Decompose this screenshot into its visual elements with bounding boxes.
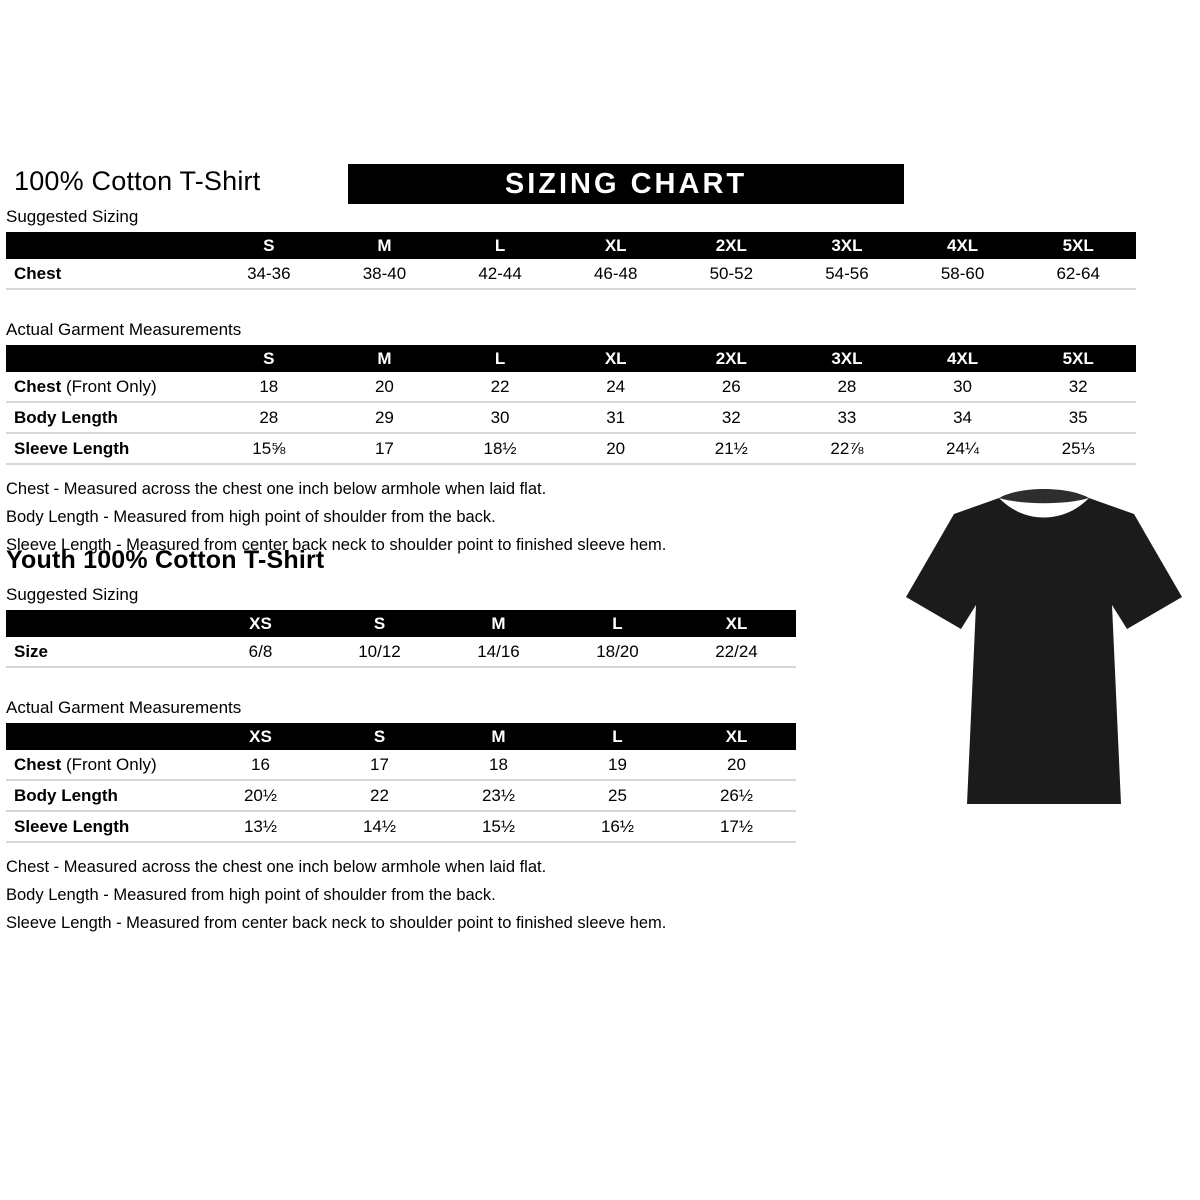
measurement-cell: 42-44 bbox=[478, 263, 522, 283]
measurement-cell: 18½ bbox=[483, 438, 517, 458]
measurement-cell: 26 bbox=[721, 376, 741, 396]
note-sleeve-length: Sleeve Length - Measured from center back neck to shoulder point to finished sleeve hem. bbox=[6, 536, 667, 554]
measurement-cell: 26½ bbox=[719, 785, 754, 805]
measurement-cell: 10/12 bbox=[358, 641, 401, 661]
measurement-cell: 16 bbox=[251, 754, 270, 774]
measurement-cell: 31 bbox=[606, 407, 626, 427]
size-column-header: M bbox=[377, 348, 392, 368]
measurement-cell: 33 bbox=[837, 407, 857, 427]
table-row bbox=[6, 403, 1136, 434]
measurement-cell: 38-40 bbox=[362, 263, 407, 283]
measurement-cell: 30 bbox=[490, 407, 510, 427]
size-column-header: 4XL bbox=[946, 235, 979, 255]
size-column-header: 5XL bbox=[1062, 348, 1094, 368]
measurement-cell: 6/8 bbox=[248, 641, 273, 661]
youth-actual-measurements-label: Actual Garment Measurements bbox=[6, 698, 242, 717]
measurement-cell: 62-64 bbox=[1056, 263, 1100, 283]
measurement-cell: 21½ bbox=[714, 438, 748, 458]
note-chest: Chest - Measured across the chest one inch below armhole when laid flat. bbox=[6, 480, 547, 498]
row-label: Sleeve Length bbox=[14, 816, 130, 836]
size-column-header: L bbox=[612, 726, 623, 746]
measurement-cell: 20 bbox=[606, 438, 626, 458]
note-chest: Chest - Measured across the chest one inch below armhole when laid flat. bbox=[6, 858, 547, 876]
row-label: Chest bbox=[14, 263, 62, 283]
table-header-row bbox=[6, 345, 1136, 372]
measurement-cell: 17 bbox=[370, 754, 389, 774]
measurement-cell: 30 bbox=[953, 376, 973, 396]
size-column-header: 4XL bbox=[946, 348, 979, 368]
measurement-cell: 14/16 bbox=[477, 641, 520, 661]
measurement-cell: 17½ bbox=[719, 816, 754, 836]
measurement-cell: 22 bbox=[490, 376, 510, 396]
note-sleeve-length: Sleeve Length - Measured from center back neck to shoulder point to finished sleeve hem. bbox=[6, 914, 667, 932]
youth-title: Youth 100% Cotton T-Shirt bbox=[6, 546, 325, 574]
measurement-cell: 46-48 bbox=[593, 263, 638, 283]
table-header-row bbox=[6, 610, 796, 637]
size-column-header: XL bbox=[604, 348, 627, 368]
note-body-length: Body Length - Measured from high point of shoulder from the back. bbox=[6, 508, 496, 526]
measurement-cell: 28 bbox=[837, 376, 857, 396]
actual-measurements-label: Actual Garment Measurements bbox=[6, 320, 242, 339]
measurement-cell: 35 bbox=[1068, 407, 1088, 427]
youth-sizing-section bbox=[6, 546, 796, 937]
measurement-cell: 24 bbox=[606, 376, 626, 396]
measurement-cell: 22 bbox=[370, 785, 389, 805]
measurement-cell: 15½ bbox=[481, 816, 516, 836]
measurement-cell: 13½ bbox=[243, 816, 278, 836]
youth-suggested-sizing-table bbox=[6, 610, 796, 668]
size-column-header: XS bbox=[249, 613, 272, 633]
adult-suggested-sizing-table bbox=[6, 232, 1136, 290]
measurement-cell: 50-52 bbox=[709, 263, 754, 283]
row-label: Size bbox=[14, 641, 49, 661]
row-label: Chest (Front Only) bbox=[14, 754, 157, 774]
row-label: Body Length bbox=[14, 785, 118, 805]
size-column-header: XL bbox=[725, 613, 748, 633]
measurement-cell: 18 bbox=[259, 376, 279, 396]
size-column-header: XL bbox=[604, 235, 627, 255]
table-row bbox=[6, 637, 796, 668]
measurement-cell: 20 bbox=[727, 754, 746, 774]
table-row bbox=[6, 812, 796, 843]
measurement-cell: 25 bbox=[608, 785, 627, 805]
size-column-header: 2XL bbox=[715, 348, 747, 368]
measurement-cell: 16½ bbox=[600, 816, 635, 836]
table-header-row bbox=[6, 232, 1136, 259]
measurement-cell: 18 bbox=[489, 754, 508, 774]
measurement-cell: 15⅝ bbox=[252, 438, 286, 458]
size-column-header: 5XL bbox=[1062, 235, 1094, 255]
measurement-cell: 14½ bbox=[362, 816, 397, 836]
size-column-header: 3XL bbox=[831, 235, 863, 255]
sizing-chart-banner: SIZING CHART bbox=[348, 164, 904, 204]
measurement-cell: 20½ bbox=[243, 785, 278, 805]
measurement-cell: 24¼ bbox=[946, 438, 980, 458]
note-body-length: Body Length - Measured from high point of shoulder from the back. bbox=[6, 886, 496, 904]
measurement-cell: 17 bbox=[374, 438, 394, 458]
size-column-header: S bbox=[373, 613, 386, 633]
size-column-header: S bbox=[263, 235, 275, 255]
measurement-cell: 32 bbox=[1068, 376, 1088, 396]
size-column-header: XL bbox=[725, 726, 748, 746]
tshirt-silhouette-icon bbox=[898, 478, 1190, 820]
measurement-cell: 25⅓ bbox=[1061, 438, 1095, 458]
measurement-cell: 19 bbox=[608, 754, 627, 774]
measurement-cell: 18/20 bbox=[596, 641, 639, 661]
size-column-header: L bbox=[494, 235, 506, 255]
size-column-header: S bbox=[263, 348, 275, 368]
size-column-header: XS bbox=[249, 726, 272, 746]
size-column-header: 2XL bbox=[715, 235, 747, 255]
measurement-cell: 22⅞ bbox=[830, 438, 864, 458]
size-column-header: 3XL bbox=[831, 348, 863, 368]
size-column-header: M bbox=[491, 726, 506, 746]
table-header-row bbox=[6, 723, 796, 750]
measurement-cell: 34-36 bbox=[247, 263, 291, 283]
table-row bbox=[6, 750, 796, 781]
measurement-cell: 22/24 bbox=[715, 641, 758, 661]
table-row bbox=[6, 259, 1136, 290]
page-title: 100% Cotton T-Shirt bbox=[14, 166, 261, 196]
table-row bbox=[6, 781, 796, 812]
measurement-cell: 20 bbox=[374, 376, 394, 396]
size-column-header: L bbox=[612, 613, 623, 633]
size-column-header: M bbox=[491, 613, 506, 633]
row-label: Sleeve Length bbox=[14, 438, 130, 458]
size-column-header: L bbox=[494, 348, 506, 368]
row-label: Chest (Front Only) bbox=[14, 376, 157, 396]
suggested-sizing-label: Suggested Sizing bbox=[6, 207, 139, 226]
black-tshirt-image bbox=[898, 478, 1190, 820]
youth-suggested-sizing-label: Suggested Sizing bbox=[6, 585, 139, 604]
row-label: Body Length bbox=[14, 407, 118, 427]
size-column-header: M bbox=[377, 235, 392, 255]
measurement-cell: 34 bbox=[953, 407, 973, 427]
measurement-cell: 29 bbox=[374, 407, 394, 427]
measurement-cell: 23½ bbox=[481, 785, 516, 805]
table-row bbox=[6, 434, 1136, 465]
size-column-header: S bbox=[373, 726, 386, 746]
youth-measurement-notes bbox=[6, 853, 796, 937]
measurement-cell: 54-56 bbox=[825, 263, 869, 283]
measurement-cell: 58-60 bbox=[940, 263, 985, 283]
adult-actual-measurements-table bbox=[6, 345, 1136, 465]
measurement-cell: 28 bbox=[259, 407, 279, 427]
youth-actual-measurements-table bbox=[6, 723, 796, 843]
measurement-cell: 32 bbox=[721, 407, 741, 427]
table-row bbox=[6, 372, 1136, 403]
